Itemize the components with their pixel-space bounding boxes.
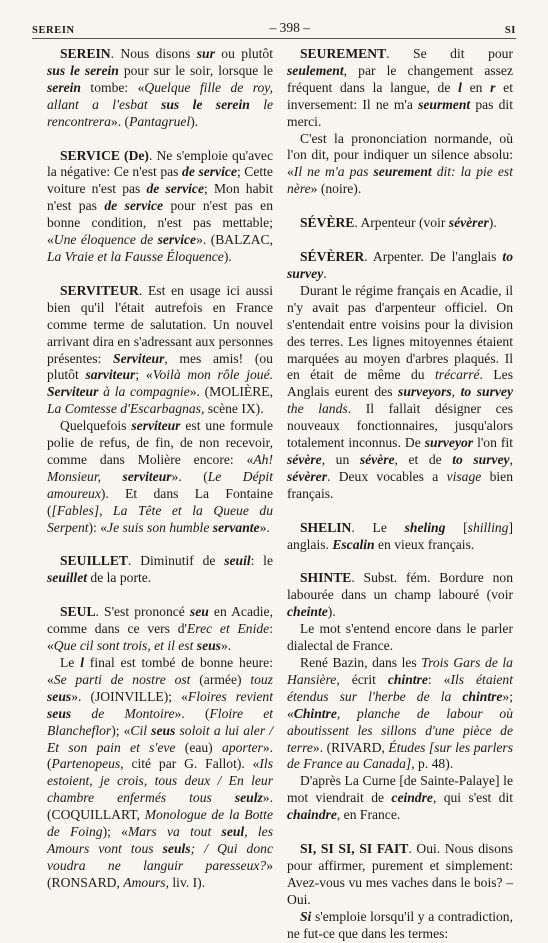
entry-serviteur: SERVITEUR. Est en usage ici aussi bien qu'il l'était autrefois en France comme terme de salutation. Un nouvel arrivant dira en s'adressant aux personnes présentes: Serviteur, mes amis! (ou plutôt sarviteur; «Voilà mon rôle joué. Serviteur à la compagnie». (MOLIÈRE, La Comtesse d'Escarbagnas, scène IX). (47, 282, 274, 417)
headword: SÉVÈRE (300, 215, 355, 231)
entry-si: SI, SI SI, SI FAIT. Oui. Nous disons pour affirmer, purement et simplement: Avez-vous vu mes vaches dans le bois? – Oui. (287, 841, 513, 907)
entry-seul: SEUL. S'est prononcé seu en Acadie, comme dans ce vers d'Erec et Enide: «Que cil sont trois, et il est seus». (47, 604, 273, 654)
headword: SEUILLET (60, 553, 129, 569)
left-column (47, 46, 273, 892)
entry-severer: SÉVÈRER. Arpenter. De l'anglais to survey. (287, 249, 513, 281)
entry-shelin: SHELIN. Le sheling [shilling] anglais. Escalin en vieux français. (287, 519, 513, 552)
header-right-word: SI (504, 25, 516, 36)
entry-service: SERVICE (De). Ne s'emploie qu'avec la négative: Ce n'est pas de service; Cette voiture n'est pas de service; Mon habit n'est pas de service pour n'est pas en bonne condition, n'est pas mettable; «Une éloquence de service». (BALZAC, La Vraie et la Fausse Éloquence). (47, 147, 273, 264)
entry-si-para-2: Si s'emploie lorsqu'il y a contradiction, ne fut-ce que dans les termes: (287, 908, 513, 941)
entry-shinte: SHINTE. Subst. fém. Bordure non labourée dans un champ labouré (voir cheinte). (287, 570, 513, 620)
headword: SEUREMENT (300, 46, 387, 61)
headword: SERVITEUR (60, 282, 139, 298)
entry-seurement-para-2: C'est la prononciation normande, où l'on dit, pour indiquer un silence absolu: «Il ne m'a pas seurement dit: la pie est nère» (noire). (287, 130, 513, 197)
entry-severer-para-2: Durant le régime français en Acadie, il n'y avait pas d'arpenteur officiel. On s'entendait entre voisins pour la division des terres. Les lignes mitoyennes étaient marquées au moyen d'arbres plaqués. Il en était de même du trécarré. Les Anglais eurent des surveyors, to survey the lands. Il fallait désigner ces nouveaux fonctionnaires, jusqu'alors totalement inconnus. De surveyor l'on fit sévère, un sévère, et de to survey, sévèrer. Deux vocables a visage bien français. (287, 282, 514, 501)
entry-serviteur-para-2: Quelquefois serviteur est une formule polie de refus, de fin, de non recevoir, comme dans Molière encore: «Ah! Monsieur, serviteur». (Le Dépit amoureux). Et dans La Fontaine ([Fables], La Tête et la Queue du Serpent): «Je suis son humble servante». (47, 418, 273, 535)
page-number: – 398 – (269, 20, 311, 35)
entry-seuillet: SEUILLET. Diminutif de seuil: le seuillet de la porte. (47, 553, 273, 586)
header-left-word: SEREIN (32, 25, 75, 36)
headword: SEUL (60, 604, 96, 620)
headword: SHELIN (300, 519, 352, 535)
headword: SERVICE (De) (60, 147, 149, 163)
running-header (32, 14, 516, 39)
entry-severe: SÉVÈRE. Arpenteur (voir sévèrer). (300, 215, 497, 231)
entry-shinte-para-4: D'après La Curne [de Sainte-Palaye] le mot viendrait de ceindre, qui s'est dit chaindre, en France. (287, 773, 513, 823)
headword: SHINTE (300, 570, 352, 586)
entry-seul-para-2: Le l final est tombé de bonne heure: «Se parti de nostre ost (armée) touz seus». (JOINVILLE); «Floires revient seus de Montoire». (Floire et Blancheflor); «Cil seus soloit a lui aler / Et son pain et s'eve (eau) aporter». (Partenopeus, cité par G. Fallot). «Ils estoient, je crois, tous deux / En leur chambre enfermés tous seulz». (COQUILLART, Monologue de la Botte de Foing); «Mars va tout seul, les Amours vont tous seuls; / Qui donc voudra ne languir paresseux?» (RONSARD, Amours, liv. I). (47, 655, 274, 890)
headword: SÉVÈRER (300, 249, 365, 265)
headword: SEREIN (60, 46, 111, 61)
entry-seurement: SEUREMENT. Se dit pour seulement, par le changement assez fréquent dans la langue, de l en r et inversement: Il ne m'a seurment pas dit merci. (287, 46, 513, 129)
entry-shinte-para-2: Le mot s'entend encore dans le parler dialectal de France. (287, 621, 513, 654)
entry-shinte-para-3: René Bazin, dans les Trois Gars de la Hansière, écrit chintre: «Ils étaient étendus sur l'herbe de la chintre»; «Chintre, planche de labour où aboutissent les sillons d'une pièce de terre». (RIVARD, Études [sur les parlers de France au Canada], p. 48). (287, 655, 513, 772)
right-column (287, 46, 513, 943)
headword: SI, SI SI, SI FAIT (300, 841, 409, 857)
entry-serein: SEREIN. Nous disons sur ou plutôt sus le serein pour sur le soir, lorsque le serein tombe: «Quelque fille de roy, allant a l'esbat sus le serein le rencontrera». (Pantagruel). (47, 46, 274, 129)
